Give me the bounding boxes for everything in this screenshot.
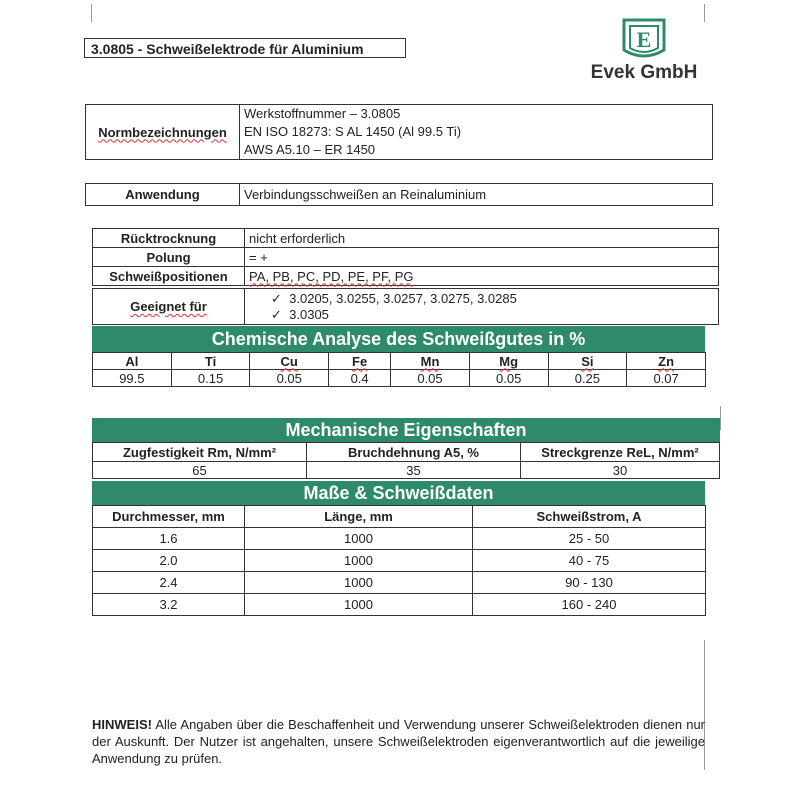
chem-element: Al: [93, 353, 172, 370]
disclaimer-note: [92, 716, 705, 767]
diameter-cell: 3.2: [93, 594, 245, 616]
mech-value: 35: [307, 462, 521, 479]
positionen-label: Schweißpositionen: [93, 267, 245, 286]
chem-element: Fe: [329, 353, 391, 370]
masse-row: [93, 572, 706, 594]
chem-value: 99.5: [93, 370, 172, 387]
chem-element: Mn: [391, 353, 470, 370]
mech-header: Mechanische Eigenschaften: [92, 418, 720, 442]
check-icon: ✓: [271, 290, 282, 306]
geeignet-item: ✓ 3.0305: [271, 306, 329, 322]
chem-value: 0.05: [250, 370, 329, 387]
diameter-cell: 2.0: [93, 550, 245, 572]
geeignet-table: [92, 288, 719, 325]
check-icon: ✓: [271, 306, 282, 322]
positionen-value: PA, PB, PC, PD, PE, PF, PG: [245, 267, 719, 286]
geeignet-list: [245, 289, 719, 325]
chem-header: Chemische Analyse des Schweißgutes in %: [92, 326, 705, 352]
masse-row: [93, 528, 706, 550]
shield-logo-icon: [584, 16, 704, 64]
masse-header: Maße & Schweißdaten: [92, 481, 705, 505]
note-text: Alle Angaben über die Beschaffenheit und Verwendung unserer Schweißelektroden dienen nur der Auskunft. Der Nutzer ist angehalten, unsere Schweißelektroden eigenverantwortlich auf die jeweilige Anwendung zu prüfen.: [92, 717, 705, 766]
chem-table: [92, 352, 706, 387]
mech-value: 65: [93, 462, 307, 479]
note-bold: HINWEIS!: [92, 717, 152, 732]
crop-mark-top-left: [91, 4, 92, 22]
length-cell: 1000: [245, 594, 473, 616]
chem-element: Mg: [469, 353, 548, 370]
chem-value: 0.05: [391, 370, 470, 387]
masse-header-cell: Schweißstrom, A: [473, 506, 706, 528]
mech-header-cell: Bruchdehnung A5, %: [307, 443, 521, 462]
chem-element: Cu: [250, 353, 329, 370]
polung-label: Polung: [93, 248, 245, 267]
props-table: [92, 228, 719, 286]
mech-table: [92, 442, 720, 479]
anwendung-table: [85, 183, 713, 206]
crop-mark-right: [720, 406, 721, 430]
chem-value: 0.25: [548, 370, 627, 387]
mech-values-row: [93, 462, 720, 479]
mech-value: 30: [521, 462, 720, 479]
chem-value: 0.05: [469, 370, 548, 387]
geeignet-label: Geeignet für: [93, 289, 245, 325]
masse-header-cell: Durchmesser, mm: [93, 506, 245, 528]
chem-element: Zn: [627, 353, 706, 370]
crop-mark-top-right: [704, 4, 705, 22]
masse-table: [92, 505, 706, 616]
polung-value: = +: [245, 248, 719, 267]
anwendung-value: Verbindungsschweißen an Reinaluminium: [240, 184, 713, 206]
chem-element: Si: [548, 353, 627, 370]
company-name: Evek GmbH: [590, 62, 698, 83]
norm-label: Normbezeichnungen: [86, 105, 240, 160]
norm-values: Werkstoffnummer – 3.0805 EN ISO 18273: S AL 1450 (Al 99.5 Ti) AWS A5.10 – ER 1450: [240, 105, 713, 160]
ruecktrocknung-value: nicht erforderlich: [245, 229, 719, 248]
document-title: 3.0805 - Schweißelektrode für Aluminium: [84, 38, 406, 58]
ruecktrocknung-label: Rücktrocknung: [93, 229, 245, 248]
mech-headers-row: [93, 443, 720, 462]
chem-value: 0.4: [329, 370, 391, 387]
diameter-cell: 1.6: [93, 528, 245, 550]
length-cell: 1000: [245, 528, 473, 550]
diameter-cell: 2.4: [93, 572, 245, 594]
masse-headers-row: [93, 506, 706, 528]
current-cell: 25 - 50: [473, 528, 706, 550]
length-cell: 1000: [245, 550, 473, 572]
chem-elements-row: [93, 353, 706, 370]
current-cell: 160 - 240: [473, 594, 706, 616]
masse-row: [93, 594, 706, 616]
current-cell: 40 - 75: [473, 550, 706, 572]
anwendung-label: Anwendung: [86, 184, 240, 206]
length-cell: 1000: [245, 572, 473, 594]
chem-value: 0.07: [627, 370, 706, 387]
mech-header-cell: Zugfestigkeit Rm, N/mm²: [93, 443, 307, 462]
logo-letter: E: [636, 27, 652, 52]
mech-header-cell: Streckgrenze ReL, N/mm²: [521, 443, 720, 462]
chem-element: Ti: [171, 353, 250, 370]
masse-row: [93, 550, 706, 572]
norm-table: [85, 104, 713, 160]
masse-header-cell: Länge, mm: [245, 506, 473, 528]
geeignet-item: ✓ 3.0205, 3.0255, 3.0257, 3.0275, 3.0285: [271, 290, 517, 306]
current-cell: 90 - 130: [473, 572, 706, 594]
chem-values-row: [93, 370, 706, 387]
chem-value: 0.15: [171, 370, 250, 387]
